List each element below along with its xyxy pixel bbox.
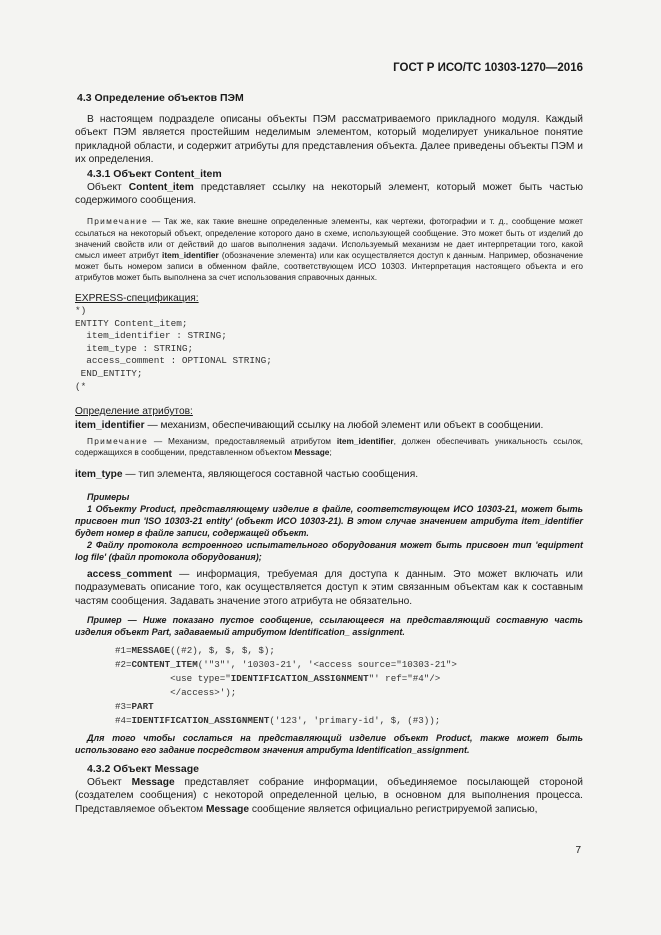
sub1-para: Объект Content_item представляет ссылку на некоторый элемент, который может быть частью содержимого сообщения. [75,181,583,207]
attr-access-comment: access_comment — информация, требуемая для доступа к данным. Это может включать или подразумевать описание того, как осуществляется доступ к этим связанным объектам как к составным частям сообщения. Задавать значение этого атрибута не обязательно. [75,568,583,607]
attr-item-identifier-note: Примечание — Механизм, предоставляемый атрибутом item_identifier, должен обеспечивать уникальность ссылок, содержащихся в сообщении, представленном объектом Message; [75,436,583,458]
code-line: </access>'); [115,687,237,699]
code-line: #1=MESSAGE((#2), $, $, $, $); [115,645,275,657]
attr-label: Определение атрибутов: [75,406,193,418]
sub1-title: 4.3.1 Объект Content_item [87,167,222,180]
page-number: 7 [575,845,581,856]
express-code: *) ENTITY Content_item; item_identifier : STRING; item_type : STRING; access_comment : OPTIONAL STRING; END_ENTITY; (* [75,305,272,392]
section-intro: В настоящем подразделе описаны объекты ПЭМ рассматриваемого прикладного модуля. Каждый объект ПЭМ является простейшим неделимым элементом, который моделирует уникальное понятие прикладной области, и содержит атрибуты для представления объекта. Далее приведены объекты ПЭМ и их определения. [75,114,583,166]
code-line: #3=PART [115,701,154,713]
examples-label: Примеры [87,491,130,502]
code-line: #4=IDENTIFICATION_ASSIGNMENT('123', 'primary-id', $, (#3)); [115,715,441,727]
example-2: 2 Файлу протокола встроенного испытательного оборудования может быть присвоен тип 'equipment log file' (файл протокола оборудования); [75,539,583,562]
content [75,92,583,816]
sub2-title: 4.3.2 Объект Message [87,763,199,776]
example-3: Пример — Ниже показано пустое сообщение, ссылающееся на представляющий составную часть изделия объект Part, задаваемый атрибутом Identification_ assignment. [75,615,583,638]
message-code [115,644,583,728]
code-line: <use type="IDENTIFICATION_ASSIGNMENT"' ref="#4"/> [115,673,441,685]
sub1-note: Примечание — Так же, как такие внешне определенные элементы, как чертежи, фотографии и т. д., сообщение может ссылаться на некоторый объект, определение которого дано в схеме, использующей сообщение. Это может быть от изделий до значений свойств или от действий до шагов выполнения задачи. Используемый механизм не дает интерпретации того, какой смысл имеет атрибут item_identifier (обозначение элемента) или как осуществляется доступ к данным. Например, обозначение может быть номером записи в обменном файле, соответствующем ИСО 10303. Интерпретация настоящего объекта и его атрибутов может быть выполнена за счет использования справочных данных. [75,216,584,283]
attr-item-type: item_type — тип элемента, являющегося составной частью сообщения. [75,469,419,481]
section-title: 4.3 Определение объектов ПЭМ [77,92,244,104]
sub2-para: Объект Message представляет собрание информации, объединяемое посылающей стороной (создателем сообщения) с некоторой определенной целью, в основном для выполнения процесса. Представляемое объектом Message сообщение является официально регистрируемой записью, [75,777,583,815]
attr-item-identifier: item_identifier — механизм, обеспечивающий ссылку на любой элемент или объект в сообщении. [75,419,544,431]
express-label: EXPRESS-спецификация: [75,292,199,304]
example-4: Для того чтобы сослаться на представляющий изделие объект Product, также может быть использовано его задание посредством значения атрибута Identification_assignment. [75,733,583,756]
code-line: #2=CONTENT_ITEM('"3"', '10303-21', '<access source="10303-21"> [115,659,457,671]
example-1: 1 Объекту Product, представляющему изделие в файле, соответствующем ИСО 10303-21, может быть присвоен тип 'ISO 10303-21 entity' (объект ИСО 10303-21). В этом случае значением атрибута item_identifier будет номер в файле записи, содержащей объект. [75,503,583,538]
document-header: ГОСТ Р ИСО/ТС 10303-1270—2016 [393,62,583,74]
